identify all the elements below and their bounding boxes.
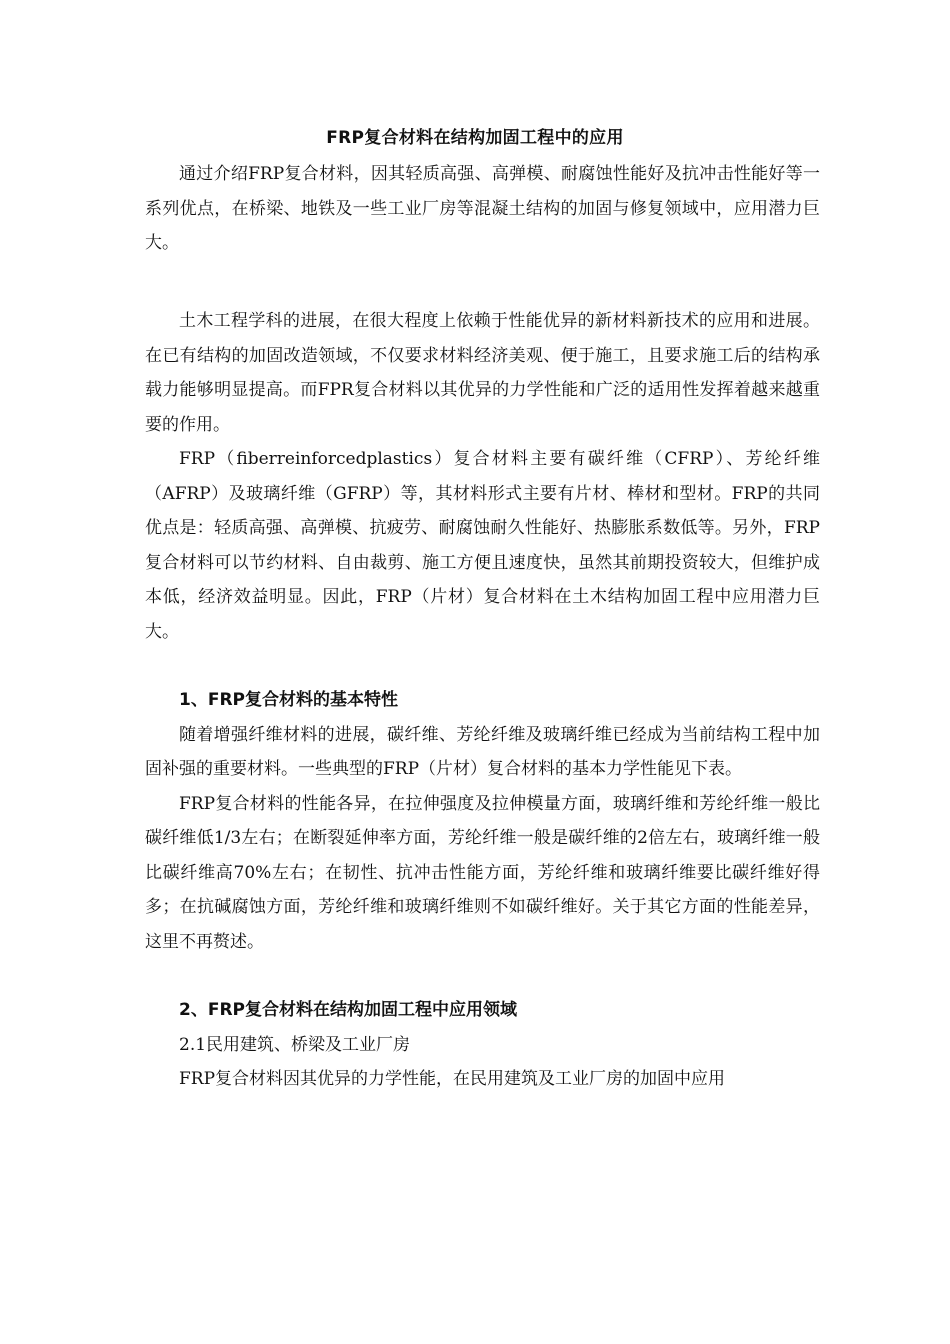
intro-paragraph-1: 土木工程学科的进展，在很大程度上依赖于性能优异的新材料新技术的应用和进展。在已有结构的加固改造领域，不仅要求材料经济美观、便于施工，且要求施工后的结构承载力能够明显提高。而FPR复合材料以其优异的力学性能和广泛的适用性发挥着越来越重要的作用。	[145, 311, 820, 435]
document-title: FRP复合材料在结构加固工程中的应用	[326, 128, 624, 148]
section-2-subheading: 2.1民用建筑、桥梁及工业厂房	[179, 1034, 411, 1055]
intro-paragraph-2: FRP（fiberreinforcedplastics）复合材料主要有碳纤维（CFRP）、芳纶纤维（AFRP）及玻璃纤维（GFRP）等，其材料形式主要有片材、棒材和型材。FRP的共同优点是：轻质高强、高弹模、抗疲劳、耐腐蚀耐久性能好、热膨胀系数低等。另外，FRP复合材料可以节约材料、自由裁剪、施工方便且速度快，虽然其前期投资较大，但维护成本低，经济效益明显。因此，FRP（片材）复合材料在土木结构加固工程中应用潜力巨大。	[145, 449, 820, 642]
body-text	[145, 304, 820, 1097]
section-2-paragraph: FRP复合材料因其优异的力学性能，在民用建筑及工业厂房的加固中应用	[179, 1069, 726, 1089]
spacer	[145, 959, 820, 993]
section-2-heading: 2、FRP复合材料在结构加固工程中应用领域	[179, 1000, 517, 1020]
abstract-paragraph: 通过介绍FRP复合材料，因其轻质高强、高弹模、耐腐蚀性能好及抗冲击性能好等一系列优点，在桥梁、地铁及一些工业厂房等混凝土结构的加固与修复领域中，应用潜力巨大。	[145, 164, 820, 253]
section-1-paragraph-2: FRP复合材料的性能各异，在拉伸强度及拉伸模量方面，玻璃纤维和芳纶纤维一般比碳纤维低1/3左右；在断裂延伸率方面，芳纶纤维一般是碳纤维的2倍左右，玻璃纤维一般比碳纤维高70%左右；在韧性、抗冲击性能方面，芳纶纤维和玻璃纤维要比碳纤维好得多；在抗碱腐蚀方面，芳纶纤维和玻璃纤维则不如碳纤维好。关于其它方面的性能差异，这里不再赘述。	[145, 793, 820, 952]
section-1-heading: 1、FRP复合材料的基本特性	[179, 690, 398, 710]
spacer	[145, 649, 820, 683]
section-1-paragraph-1: 随着增强纤维材料的进展，碳纤维、芳纶纤维及玻璃纤维已经成为当前结构工程中加固补强的重要材料。一些典型的FRP（片材）复合材料的基本力学性能见下表。	[145, 724, 820, 779]
abstract-block	[145, 157, 820, 261]
